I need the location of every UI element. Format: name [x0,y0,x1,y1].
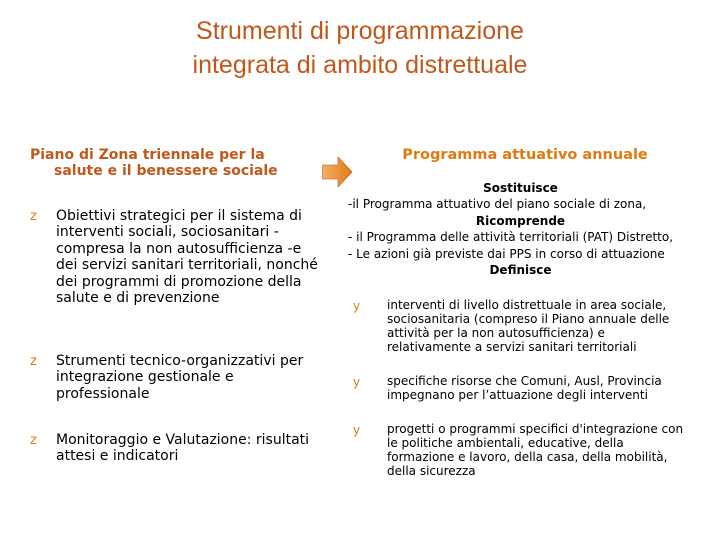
bullet-icon: z [30,433,37,448]
slide-title [0,14,720,82]
left-list-item-text: Obiettivi strategici per il sistema di interventi sociali, sociosanitari - compresa la non autosufficienza -e dei servizi sanitari territoriali, nonché dei programmi di promozione della salute e di prevenzione [56,208,318,307]
definisce-label: Definisce [489,263,552,278]
left-list-item-text: Monitoraggio e Valutazione: risultati attesi e indicatori [56,432,310,465]
ricomprende-label: Ricomprende [475,213,566,228]
sostituisce-text: -il Programma attuativo del piano sociale di zona, [348,197,647,212]
bullet-icon: y [353,375,361,389]
slide-title-line1: Strumenti di programmazione [196,17,524,45]
right-list-item-text: interventi di livello distrettuale in area sociale, sociosanitaria (compreso il Piano annuale delle attività per la non autosufficienza) e relativamente a servizi sanitari territoriali [387,298,670,354]
left-heading-line1: Piano di Zona triennale per la [30,147,265,163]
ricomprende-text1: - il Programma delle attività territoriali (PAT) Distretto, [348,230,674,245]
left-heading-line2: salute e il benessere sociale [54,163,278,179]
bullet-icon: y [353,423,361,437]
ricomprende-text2: - Le azioni già previste dai PPS in corso di attuazione [348,246,665,261]
right-list-item-text: specifiche risorse che Comuni, Ausl, Provincia impegnano per l’attuazione degli interventi [387,374,662,402]
bullet-icon: y [353,299,361,313]
bullet-icon: z [30,354,37,369]
slide-title-line2: integrata di ambito distrettuale [192,51,528,79]
sostituisce-label: Sostituisce [483,181,558,195]
right-definitions [348,180,693,278]
left-heading [30,147,330,179]
right-list-item-text: progetti o programmi specifici d'integrazione con le politiche ambientali, educative, della formazione e lavoro, della casa, della mobilità, della sicurezza [387,422,684,478]
right-heading: Programma attuativo annuale [402,147,648,163]
left-list-item-text: Strumenti tecnico-organizzativi per integrazione gestionale e professionale [56,353,304,402]
bullet-icon: z [30,209,37,224]
